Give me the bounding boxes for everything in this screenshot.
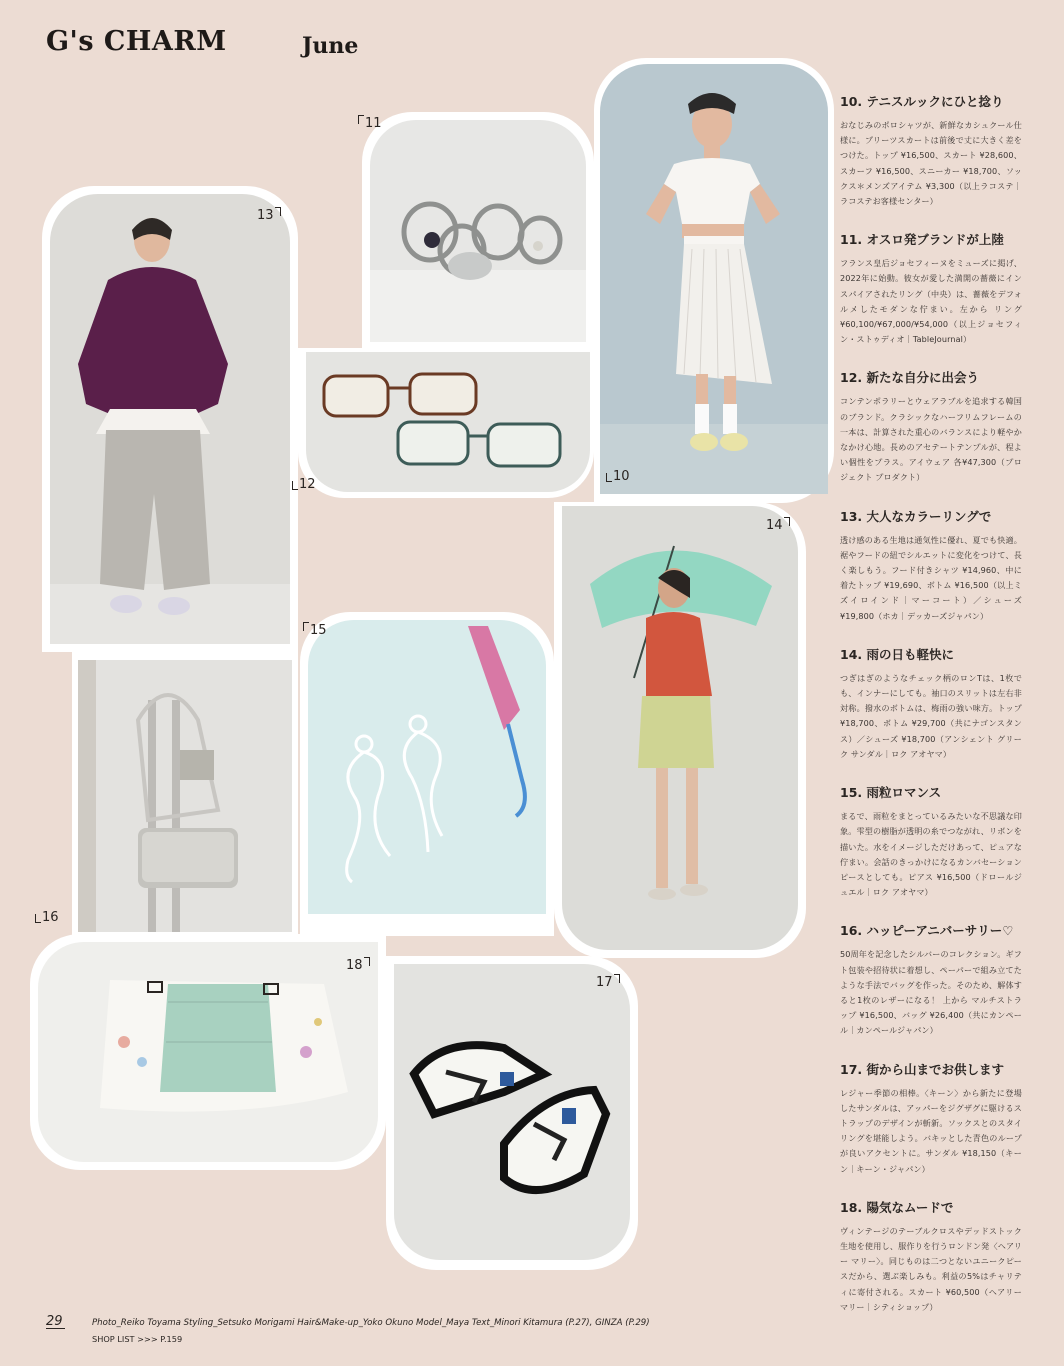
item-title: 12. 新たな自分に出会う [840, 370, 979, 386]
item-body: つぎはぎのようなチェック柄のロンTは、1枚でも、インナーにしても。袖口のスリットは左右非対称。撥水のボトムは、梅雨の強い味方。トップ ¥18,700、ボトム ¥29,700（共にナゴンスタンス）／シューズ ¥18,700（アンシェント グリーク サンダル｜ロク アオヤマ） [840, 672, 1022, 759]
page-number: 29 [46, 1314, 63, 1329]
page-title: G's CHARM [46, 26, 227, 57]
item-18 [840, 1198, 1022, 1315]
item-title: 18. 陽気なムードで [840, 1199, 954, 1215]
item-17 [840, 1060, 1022, 1177]
item-14 [840, 645, 1022, 762]
item-16 [840, 921, 1022, 1038]
item-body: まるで、雨粒をまとっているみたいな不思議な印象。雫型の樹脂が透明の糸でつながれ、リボンを描いた。水をイメージしただけあって、ピュアな佇まい。会話のきっかけになるカンバセーションピースとしても。ピアス ¥16,500（ドロールジュエル｜ロク アオヤマ） [840, 811, 1022, 898]
photo-number-18: 18 [346, 958, 363, 973]
item-12 [840, 368, 1022, 485]
item-body: おなじみのポロシャツが、新鮮なカシュクール仕様に。プリーツスカートは前後で丈に大きく差をつけた。トップ ¥16,500、スカート ¥28,600、スカーフ ¥16,500、スニーカー ¥18,700、ソックス＊メンズアイテム ¥3,300（以上ラコステ｜ラコステお客様センター） [840, 120, 1022, 207]
photo-number-12: 12 [299, 477, 316, 492]
photo-number-13: 13 [257, 208, 274, 223]
photo-silver-bag [78, 660, 292, 932]
item-13 [840, 507, 1022, 624]
item-title: 16. ハッピーアニバーサリー♡ [840, 923, 1014, 939]
photo-earrings [308, 620, 546, 914]
item-title: 11. オスロ発ブランドが上陸 [840, 232, 1004, 248]
item-body: レジャー季節の相棒。〈キーン〉から新たに登場したサンダルは、アッパーをジグザグに駆けるストラップのデザインが斬新。ソックスとのスタイリングを堪能しよう。バキッとした青色のループが良いアクセントに。サンダル ¥18,150（キーン｜キーン・ジャパン） [840, 1087, 1022, 1174]
item-title: 14. 雨の日も軽快に [840, 646, 954, 662]
photo-number-11: 11 [365, 116, 382, 131]
photo-number-10: 10 [613, 469, 630, 484]
item-title: 15. 雨粒ロマンス [840, 785, 942, 801]
item-body: コンテンポラリーとウェアラブルを追求する韓国のブランド。クラシックなハーフリムフレームの一本は、計算された重心のバランスにより軽やかなかけ心地。長めのアセテートテンプルが、程よい個性をプラス。アイウェア 各¥47,300（プロジェクト プロダクト） [840, 396, 1022, 483]
photo-sandals [394, 964, 630, 1260]
item-11 [840, 230, 1022, 347]
photo-tennis-look [600, 64, 828, 494]
shop-list-link[interactable]: SHOP LIST >>> P.159 [92, 1334, 183, 1344]
photo-glasses [306, 352, 590, 492]
photo-number-15: 15 [310, 623, 327, 638]
photo-number-17: 17 [596, 975, 613, 990]
item-15 [840, 783, 1022, 900]
photo-purple-outfit [50, 194, 290, 644]
item-body: ヴィンテージのテーブルクロスやデッドストック生地を使用し、服作りを行うロンドン発〈ヘアリー マリー〉。同じものは二つとないユニークピースだから、選ぶ楽しみも。利益の5%はチャリティに寄付される。スカート ¥60,500（ヘアリー マリー｜シティショップ） [840, 1225, 1022, 1312]
item-body: フランス皇后ジョセフィーヌをミューズに掲げ、2022年に始動。彼女が愛した満開の薔薇にインスパイアされたリング（中央）は、薔薇をデフォルメしたモダンな佇まい。左から リング ¥60,100/¥67,000/¥54,000（以上ジョセフィン・ストゥディオ｜TableJournal） [840, 258, 1022, 345]
photo-number-14: 14 [766, 518, 783, 533]
item-title: 13. 大人なカラーリングで [840, 508, 992, 524]
product-descriptions [840, 92, 1022, 1336]
credits-line: Photo_Reiko Toyama Styling_Setsuko Morigami Hair&Make-up_Yoko Okuno Model_Maya Text_Minori Kitamura (P.27), GINZA (P.29) [92, 1318, 650, 1328]
photo-number-16: 16 [42, 910, 59, 925]
item-title: 10. テニスルックにひと捻り [840, 94, 1004, 109]
item-body: 50周年を記念したシルバーのコレクション。ギフト包装や招待状に着想し、ペーパーで組み立てたような手法でバッグを作った。そのため、解体すると1枚のレザーになる！ 上から マルチストラップ ¥16,500、バッグ ¥26,400（共にカンペール｜カンペールジャパン） [840, 949, 1022, 1036]
item-body: 透け感のある生地は通気性に優れ、夏でも快適。裾やフードの紐でシルエットに変化をつけて、長く楽しもう。フード付きシャツ ¥14,960、中に着たトップ ¥19,690、ボトム ¥16,500（以上ミズイロインド｜マーコート）／シューズ ¥19,800（ホカ｜デッカーズジャパン） [840, 534, 1022, 621]
photo-skirt [38, 942, 378, 1162]
photo-umbrella-woman [562, 506, 798, 950]
item-title: 17. 街から山までお供します [840, 1061, 1004, 1077]
page-month: June [302, 33, 359, 59]
photo-rings [370, 120, 586, 342]
item-10 [840, 92, 1022, 209]
